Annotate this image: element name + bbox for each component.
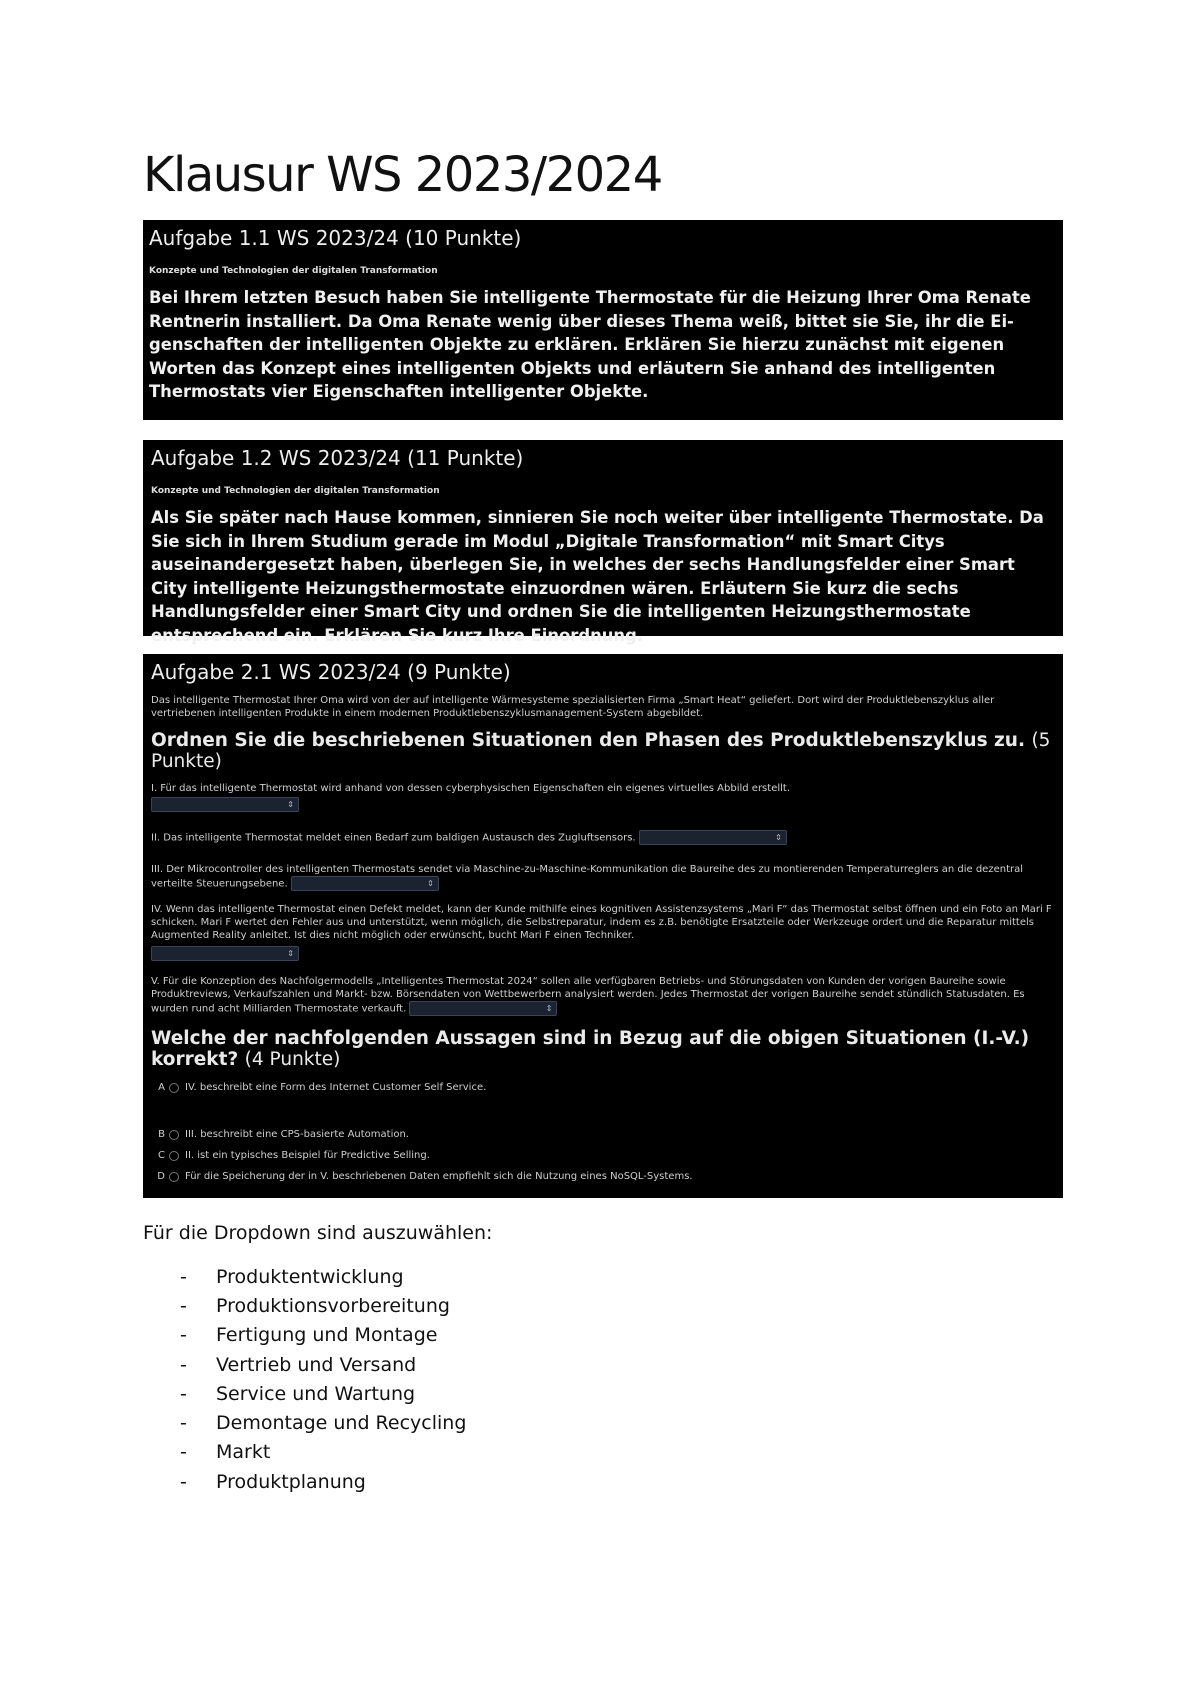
question-2-title: Welche der nachfolgenden Aussagen sind in Bezug auf die obigen Situationen (I.-V.) korrekt? <box>151 1028 1030 1070</box>
list-item: - Fertigung und Montage <box>180 1324 438 1347</box>
updown-chevron-icon: ⇕ <box>545 1004 553 1013</box>
updown-chevron-icon: ⇕ <box>287 949 294 958</box>
question-2-heading <box>151 1028 1055 1070</box>
task-subtitle: Konzepte und Technologien der digitalen Transformation <box>151 486 440 496</box>
choice-text: Vertrieb und Versand <box>216 1353 417 1376</box>
dropdown-label: Für die Dropdown sind auszuwählen: <box>143 1222 493 1244</box>
updown-chevron-icon: ⇕ <box>287 800 294 809</box>
choice-text: Demontage und Recycling <box>216 1412 467 1435</box>
option-text: III. beschreibt eine CPS-basierte Automation. <box>185 1129 409 1140</box>
situation-1-dropdown[interactable] <box>151 797 299 812</box>
dropdown-choice-list <box>143 1262 466 1496</box>
option-letter: C <box>158 1150 165 1161</box>
option-c[interactable] <box>151 1150 1055 1161</box>
radio-circle-icon[interactable] <box>169 1151 179 1161</box>
radio-circle-icon[interactable] <box>169 1172 179 1182</box>
situation-4-dropdown[interactable] <box>151 946 299 961</box>
task-heading: Aufgabe 1.2 WS 2023/24 (11 Punkte) <box>151 446 524 470</box>
choice-text: Produktionsvorbereitung <box>216 1294 450 1317</box>
task-intro: Das intelligente Thermostat Ihrer Oma wird von der auf intelligente Wärmesysteme spezialisierten Firma „Smart Heat“ geliefert. Dort wird der Produktlebenszyklus aller vertriebenen intelligenten Produkte in einem modernen Produktlebenszyklusmanagement-System abgebildet. <box>151 695 995 719</box>
task-text: Als Sie später nach Hause kommen, sinnieren Sie noch weiter über intelligente Thermostate. Da Sie sich in Ihrem Studium gerade im Modul „Digitale Transformation“ mit Smart Citys auseinandergesetzt haben, überlegen Sie, in welches der sechs Handlungsfelder einer Smart City intelligente Heizungsthermostate einzuordnen wären. Erläutern Sie kurz die sechs Handlungsfelder einer Smart City und ordnen Sie die intelligenten Heizungsthermostate entsprechend ein. Erklären Sie kurz Ihre Einordnung. <box>151 508 1044 645</box>
choice-text: Service und Wartung <box>216 1382 416 1405</box>
option-a[interactable] <box>151 1082 1055 1093</box>
option-text: Für die Speicherung der in V. beschriebenen Daten empfiehlt sich die Nutzung eines NoSQL-Systems. <box>185 1171 693 1182</box>
radio-circle-icon[interactable] <box>169 1130 179 1140</box>
question-1-title: Ordnen Sie die beschriebenen Situationen den Phasen des Produktlebenszyklus zu. <box>151 730 1025 751</box>
question-1-points: (5 Punkte) <box>151 730 1051 772</box>
radio-circle-icon[interactable] <box>169 1083 179 1093</box>
choice-text: Produktentwicklung <box>216 1265 404 1288</box>
option-text: IV. beschreibt eine Form des Internet Customer Self Service. <box>185 1082 487 1093</box>
task-text: Bei Ihrem letzten Besuch haben Sie intelligente Thermostate für die Heizung Ihrer Oma Renate Rentnerin installiert. Da Oma Renate wenig über dieses Thema weiß, bittet sie Sie, ihr die Ei-genschaften der intelligenten Objekte zu erklären. Erklären Sie hierzu zunächst mit eigenen Worten das Konzept eines intelligenten Objekts und erläutern Sie anhand des intelligenten Thermostats vier Eigenschaften intelligenter Objekte. <box>149 288 1031 401</box>
choice-text: Produktplanung <box>216 1470 366 1493</box>
situation-1-text: I. Für das intelligente Thermostat wird anhand von dessen cyberphysischen Eigenschaften ein eigenes virtuelles Abbild erstellt. <box>151 783 790 794</box>
choice-text: Markt <box>216 1441 271 1464</box>
situation-3-dropdown[interactable] <box>291 876 439 891</box>
page-title: Klausur WS 2023/2024 <box>143 147 662 203</box>
situation-2-text: II. Das intelligente Thermostat meldet einen Bedarf zum baldigen Austausch des Zugluftsensors. <box>151 832 636 844</box>
situation-4-text: IV. Wenn das intelligente Thermostat einen Defekt meldet, kann der Kunde mithilfe eines kognitiven Assistenzsystems „Mari F“ das Thermostat selbst öffnen und ein Foto an Mari F schicken. Mari F wertet den Fehler aus und unterstützt, wenn möglich, die Selbstreparatur, indem es z.B. benötigte Ersatzteile oder Werkzeuge ordert und die Reparatur mittels Augmented Reality anleitet. Ist dies nicht möglich oder erwünscht, bucht Mari F einen Techniker. <box>151 904 1052 941</box>
list-item: - Markt <box>180 1441 271 1464</box>
question-1-heading <box>151 730 1055 772</box>
list-item: - Demontage und Recycling <box>180 1412 467 1435</box>
situation-2-dropdown[interactable] <box>639 830 787 845</box>
option-b[interactable] <box>151 1129 1055 1140</box>
option-letter: A <box>158 1082 165 1093</box>
option-letter: D <box>157 1171 165 1182</box>
option-text: II. ist ein typisches Beispiel für Predictive Selling. <box>185 1150 430 1161</box>
updown-chevron-icon: ⇕ <box>427 879 434 888</box>
list-item: - Service und Wartung <box>180 1382 416 1405</box>
situation-5-dropdown[interactable] <box>409 1001 557 1016</box>
task-subtitle: Konzepte und Technologien der digitalen Transformation <box>149 266 438 276</box>
list-item: - Produktionsvorbereitung <box>180 1294 450 1317</box>
updown-chevron-icon: ⇕ <box>775 833 782 842</box>
list-item: - Produktplanung <box>180 1470 366 1493</box>
task-1-2-panel <box>143 440 1063 645</box>
list-item: - Vertrieb und Versand <box>180 1353 417 1376</box>
situation-5-text: V. Für die Konzeption des Nachfolgermodells „Intelligentes Thermostat 2024“ sollen alle verfügbaren Betriebs- und Störungsdaten von Kunden der vorigen Baureihe sowie Produktreviews, Verkaufszahlen und Markt- bzw. Börsendaten von Wettbewerbern analysiert werden. Jedes Thermostat der vorigen Baureihe sendet stündlich Statusdaten. Es wurden rund acht Milliarden Thermostate verkauft. <box>151 976 1025 1015</box>
task-1-1-panel <box>143 220 1063 420</box>
task-heading: Aufgabe 2.1 WS 2023/24 (9 Punkte) <box>151 660 511 684</box>
list-item: - Produktentwicklung <box>180 1265 404 1288</box>
task-heading: Aufgabe 1.1 WS 2023/24 (10 Punkte) <box>149 226 522 250</box>
option-letter: B <box>158 1129 165 1140</box>
option-d[interactable] <box>151 1171 1055 1182</box>
task-2-1-panel <box>143 654 1063 1198</box>
situation-3-text: III. Der Mikrocontroller des intelligenten Thermostats sendet via Maschine-zu-Maschine-Kommunikation die Baureihe des zu montierenden Temperaturreglers an die dezentral verteilte Steuerungsebene. <box>151 864 1024 890</box>
choice-text: Fertigung und Montage <box>216 1324 438 1347</box>
question-2-points: (4 Punkte) <box>244 1049 341 1070</box>
